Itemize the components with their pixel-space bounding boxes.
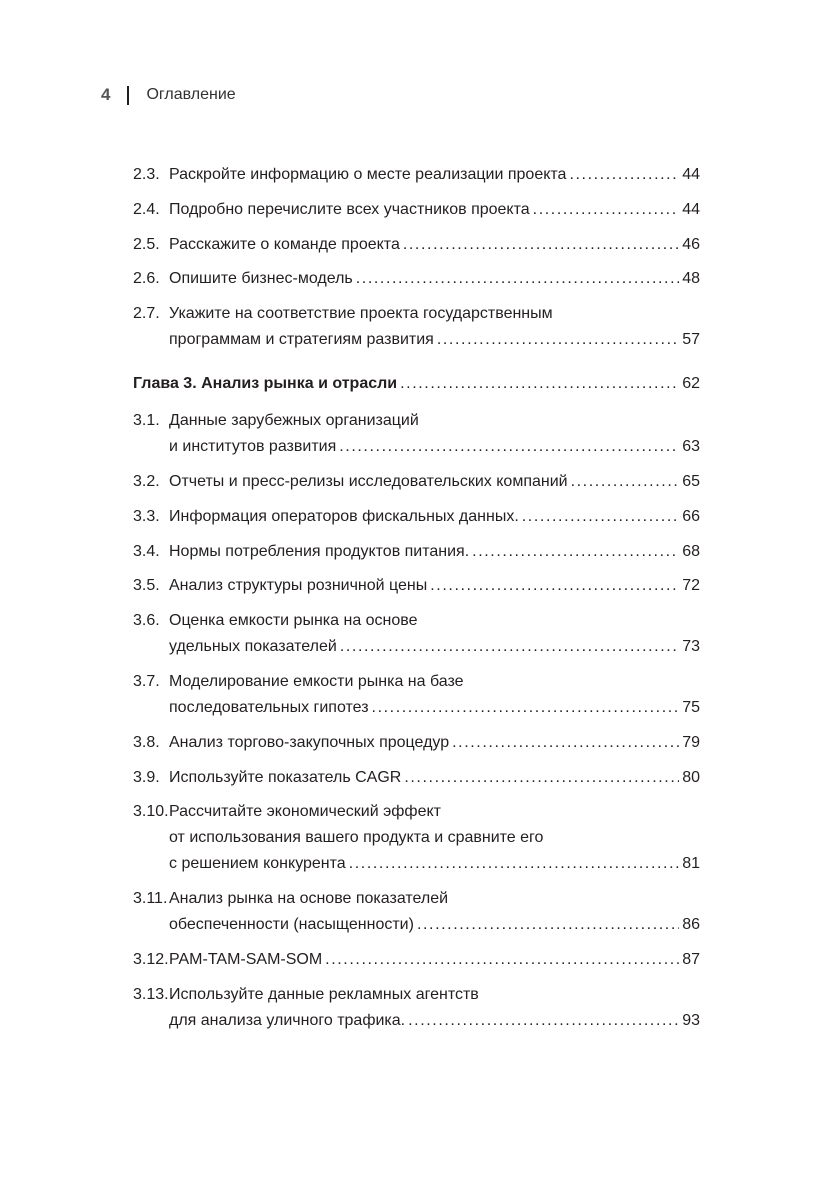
toc-section-chapter-3	[133, 408, 700, 1034]
toc-entry[interactable]	[133, 947, 700, 973]
toc-entry-title: Подробно перечислите всех участников проекта	[169, 200, 530, 218]
toc-entry-line	[169, 327, 700, 353]
toc-entry-title: с решением конкурента	[169, 855, 346, 873]
toc-chapter-entry[interactable]	[133, 371, 700, 397]
toc-entry-line	[169, 825, 700, 851]
toc-entry-first-row	[133, 301, 700, 327]
toc-entry[interactable]	[133, 539, 700, 565]
toc-entry-title: PAM-TAM-SAM-SOM	[169, 950, 323, 968]
toc-entry-number: 3.10.	[133, 803, 169, 821]
toc-entry-title: Анализ структуры розничной цены	[169, 577, 428, 595]
toc-entry-number: 2.5.	[133, 235, 160, 253]
toc-entry-title: Рассчитайте экономический эффект	[169, 803, 441, 821]
toc-entry-first-row	[133, 669, 700, 695]
toc-entry-page: 44	[682, 200, 700, 218]
toc-dot-leader	[356, 266, 679, 292]
toc-entry-line	[169, 982, 700, 1008]
toc-entry-line	[169, 765, 700, 791]
toc-entry-title: программам и стратегиям развития	[169, 331, 434, 349]
toc-entry-title: Расскажите о команде проекта	[169, 235, 400, 253]
toc-entry-number: 3.6.	[133, 612, 160, 630]
toc-entry-title: Моделирование емкости рынка на базе	[169, 672, 464, 690]
toc-entry-title: Анализ рынка на основе показателей	[169, 890, 449, 908]
toc-dot-leader	[325, 947, 679, 973]
toc-entry-page: 73	[682, 638, 700, 656]
toc-section-chapter-2	[133, 162, 700, 353]
toc-entry-number: 3.13.	[133, 985, 169, 1003]
toc-entry-title: для анализа уличного трафика.	[169, 1011, 406, 1029]
toc-entry-line	[169, 947, 700, 973]
toc-entry-title: Данные зарубежных организаций	[169, 412, 419, 430]
toc-entry-page: 63	[682, 438, 700, 456]
toc-entry-first-row	[133, 539, 700, 565]
toc-entry[interactable]	[133, 232, 700, 258]
toc-entry-line	[169, 851, 700, 877]
toc-entry-line	[169, 634, 700, 660]
toc-entry[interactable]	[133, 982, 700, 1034]
toc-dot-leader	[400, 371, 679, 397]
toc-entry-title: от использования вашего продукта и сравните его	[169, 829, 544, 847]
toc-entry-title: Используйте показатель CAGR	[169, 768, 402, 786]
toc-entry-first-row	[133, 469, 700, 495]
toc-entry-first-row	[133, 730, 700, 756]
toc-entry-first-row	[133, 162, 700, 188]
toc-dot-leader	[372, 695, 680, 721]
toc-entry-number: 3.2.	[133, 472, 160, 490]
toc-entry-title: Укажите на соответствие проекта государственным	[169, 305, 553, 323]
toc-entry-line	[169, 573, 700, 599]
toc-entry-continuation-row	[133, 912, 700, 938]
toc-entry-first-row	[133, 504, 700, 530]
table-of-contents	[133, 162, 700, 1043]
toc-dot-leader	[430, 573, 679, 599]
toc-entry-continuation-row	[133, 825, 700, 851]
toc-entry[interactable]	[133, 608, 700, 660]
toc-entry-line	[169, 434, 700, 460]
toc-entry-line	[169, 730, 700, 756]
toc-chapter-page: 62	[682, 375, 700, 393]
toc-entry[interactable]	[133, 197, 700, 223]
toc-entry-number: 3.3.	[133, 507, 160, 525]
toc-entry-page: 93	[682, 1011, 700, 1029]
page-number: 4	[101, 85, 111, 104]
toc-entry-page: 75	[682, 698, 700, 716]
toc-entry-title: и институтов развития	[169, 438, 337, 456]
toc-entry-page: 48	[682, 270, 700, 288]
toc-entry-line	[169, 669, 700, 695]
toc-entry[interactable]	[133, 469, 700, 495]
toc-entry-number: 3.5.	[133, 577, 160, 595]
toc-entry[interactable]	[133, 301, 700, 353]
toc-entry-line	[169, 301, 700, 327]
toc-entry-first-row	[133, 232, 700, 258]
toc-entry-title: Нормы потребления продуктов питания.	[169, 542, 470, 560]
toc-entry-first-row	[133, 886, 700, 912]
toc-entry-title: удельных показателей	[169, 638, 337, 656]
toc-entry-first-row	[133, 408, 700, 434]
toc-dot-leader	[404, 765, 679, 791]
toc-entry-number: 3.4.	[133, 542, 160, 560]
toc-dot-leader	[472, 539, 679, 565]
toc-entry-page: 57	[682, 331, 700, 349]
toc-entry-title: Информация операторов фискальных данных.	[169, 507, 519, 525]
running-head	[101, 84, 236, 106]
toc-entry-number: 3.12.	[133, 950, 169, 968]
toc-entry-title: Оценка емкости рынка на основе	[169, 612, 418, 630]
toc-entry-line	[169, 162, 700, 188]
toc-chapter-line	[133, 371, 700, 397]
toc-entry-continuation-row	[133, 634, 700, 660]
toc-entry-page: 81	[682, 855, 700, 873]
toc-entry-line	[169, 886, 700, 912]
toc-dot-leader	[349, 851, 680, 877]
toc-entry-number: 2.3.	[133, 166, 160, 183]
toc-entry-line	[169, 266, 700, 292]
toc-dot-leader	[533, 197, 680, 223]
toc-entry-page: 86	[682, 916, 700, 934]
toc-entry-continuation-row	[133, 434, 700, 460]
toc-entry-number: 2.7.	[133, 305, 160, 323]
toc-entry-number: 2.4.	[133, 200, 160, 218]
toc-entry-line	[169, 1008, 700, 1034]
toc-entry-continuation-row	[133, 695, 700, 721]
toc-entry-title: Опишите бизнес-модель	[169, 270, 353, 288]
toc-entry-number: 3.8.	[133, 733, 160, 751]
toc-entry-page: 87	[682, 950, 700, 968]
toc-entry-continuation-row	[133, 1008, 700, 1034]
toc-entry[interactable]	[133, 504, 700, 530]
toc-dot-leader	[571, 469, 680, 495]
toc-dot-leader	[339, 434, 679, 460]
toc-entry-page: 68	[682, 542, 700, 560]
toc-entry-line	[169, 197, 700, 223]
toc-entry[interactable]	[133, 408, 700, 460]
toc-entry[interactable]	[133, 799, 700, 877]
toc-entry-line	[169, 539, 700, 565]
header-divider	[127, 86, 129, 105]
toc-entry-title: Анализ торгово-закупочных процедур	[169, 733, 450, 751]
toc-entry-title: Используйте данные рекламных агентств	[169, 985, 479, 1003]
toc-entry-line	[169, 504, 700, 530]
toc-entry[interactable]	[133, 573, 700, 599]
toc-entry-title: последовательных гипотез	[169, 698, 369, 716]
toc-entry-page: 66	[682, 507, 700, 525]
toc-entry-title: Раскройте информацию о месте реализации проекта	[169, 166, 567, 183]
toc-dot-leader	[437, 327, 679, 353]
toc-dot-leader	[522, 504, 679, 530]
toc-entry[interactable]	[133, 266, 700, 292]
toc-entry-page: 44	[682, 166, 700, 183]
toc-entry-first-row	[133, 982, 700, 1008]
toc-entry[interactable]	[133, 669, 700, 721]
toc-entry-line	[169, 799, 700, 825]
toc-dot-leader	[408, 1008, 679, 1034]
toc-entry-page: 80	[682, 768, 700, 786]
toc-entry-first-row	[133, 197, 700, 223]
toc-entry-number: 3.1.	[133, 412, 160, 430]
toc-chapter-title: Глава 3. Анализ рынка и отрасли	[133, 375, 398, 393]
toc-entry-continuation-row	[133, 851, 700, 877]
toc-dot-leader	[417, 912, 679, 938]
toc-entry-page: 65	[682, 472, 700, 490]
toc-entry-title: Отчеты и пресс-релизы исследовательских компаний	[169, 472, 568, 490]
toc-entry-number: 3.7.	[133, 672, 160, 690]
toc-entry-line	[169, 408, 700, 434]
toc-entry-first-row	[133, 799, 700, 825]
toc-entry-page: 46	[682, 235, 700, 253]
toc-entry-first-row	[133, 947, 700, 973]
toc-entry-first-row	[133, 266, 700, 292]
toc-dot-leader	[569, 162, 679, 188]
toc-entry-first-row	[133, 573, 700, 599]
toc-entry-number: 3.11.	[133, 890, 168, 908]
toc-entry-line	[169, 469, 700, 495]
toc-entry-line	[169, 912, 700, 938]
toc-entry[interactable]	[133, 886, 700, 938]
toc-entry[interactable]	[133, 730, 700, 756]
toc-entry-number: 3.9.	[133, 768, 160, 786]
toc-entry[interactable]	[133, 162, 700, 188]
toc-entry-first-row	[133, 765, 700, 791]
toc-entry-page: 72	[682, 577, 700, 595]
toc-entry-line	[169, 232, 700, 258]
toc-dot-leader	[452, 730, 679, 756]
toc-entry-continuation-row	[133, 327, 700, 353]
running-title: Оглавление	[146, 86, 236, 103]
toc-entry-number: 2.6.	[133, 270, 160, 288]
toc-entry-title: обеспеченности (насыщенности)	[169, 916, 414, 934]
toc-entry-page: 79	[682, 733, 700, 751]
toc-entry-line	[169, 608, 700, 634]
toc-dot-leader	[340, 634, 679, 660]
toc-entry-line	[169, 695, 700, 721]
toc-entry-first-row	[133, 608, 700, 634]
toc-dot-leader	[403, 232, 679, 258]
toc-entry[interactable]	[133, 765, 700, 791]
